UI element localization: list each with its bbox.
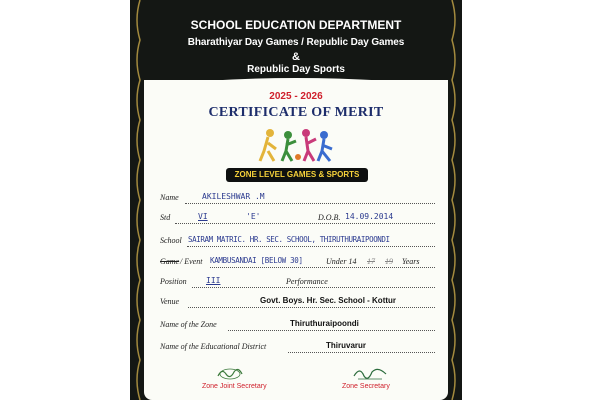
panel-arch [144, 72, 448, 86]
certificate-title: CERTIFICATE OF MERIT [208, 105, 384, 120]
section-value: 'E' [246, 212, 261, 221]
dob-label: D.O.B. [318, 213, 341, 222]
name-line [185, 203, 435, 204]
venue-line [188, 307, 435, 308]
std-line [175, 223, 435, 224]
performance-label: Performance [286, 277, 328, 286]
event-line [210, 267, 435, 268]
name-label: Name [160, 193, 179, 202]
department-title: SCHOOL EDUCATION DEPARTMENT [190, 18, 402, 32]
std-label: Std [160, 213, 171, 222]
right-signature-scribble [352, 366, 388, 382]
game-label-struck: Game [160, 257, 180, 266]
position-value: III [206, 276, 221, 285]
position-line [192, 287, 435, 288]
school-line [187, 246, 435, 247]
age-17-struck: 17 [367, 257, 375, 266]
district-value: Thiruvarur [326, 341, 367, 350]
std-value: VI [198, 212, 208, 221]
sports-silhouette-art [258, 125, 338, 165]
name-value: AKILESHWAR .M [202, 192, 265, 201]
venue-label: Venue [160, 297, 180, 306]
zone-joint-secretary-label: Zone Joint Secretary [202, 383, 267, 390]
ampersand: & [292, 51, 300, 63]
position-label: Position [160, 277, 187, 286]
academic-year: 2025 - 2026 [269, 91, 323, 102]
venue-value: Govt. Boys. Hr. Sec. School - Kottur [260, 296, 397, 305]
event-label: / Event [180, 257, 203, 266]
district-line [288, 352, 435, 353]
school-value: SAIRAM MATRIC. HR. SEC. SCHOOL, THIRUTHURAIPOONDI [188, 235, 390, 244]
years-label: Years [402, 257, 420, 266]
sports-title: Republic Day Sports [247, 64, 345, 75]
school-label: School [160, 236, 182, 245]
zone-secretary-label: Zone Secretary [342, 383, 390, 390]
under-label: Under 14 [326, 257, 357, 266]
zone-line [228, 330, 435, 331]
age-19-struck: 19 [385, 257, 393, 266]
dob-value: 14.09.2014 [345, 212, 394, 221]
certificate [130, 0, 462, 400]
district-label: Name of the Educational District [160, 342, 267, 351]
left-signature-scribble [216, 366, 246, 382]
zone-label: Name of the Zone [160, 320, 217, 329]
games-title: Bharathiyar Day Games / Republic Day Games [187, 37, 405, 48]
zone-value: Thiruthuraipoondi [290, 319, 359, 328]
event-value: KAMBUSANDAI [BELOW 30] [210, 256, 303, 265]
zone-level-banner: ZONE LEVEL GAMES & SPORTS [226, 168, 368, 182]
